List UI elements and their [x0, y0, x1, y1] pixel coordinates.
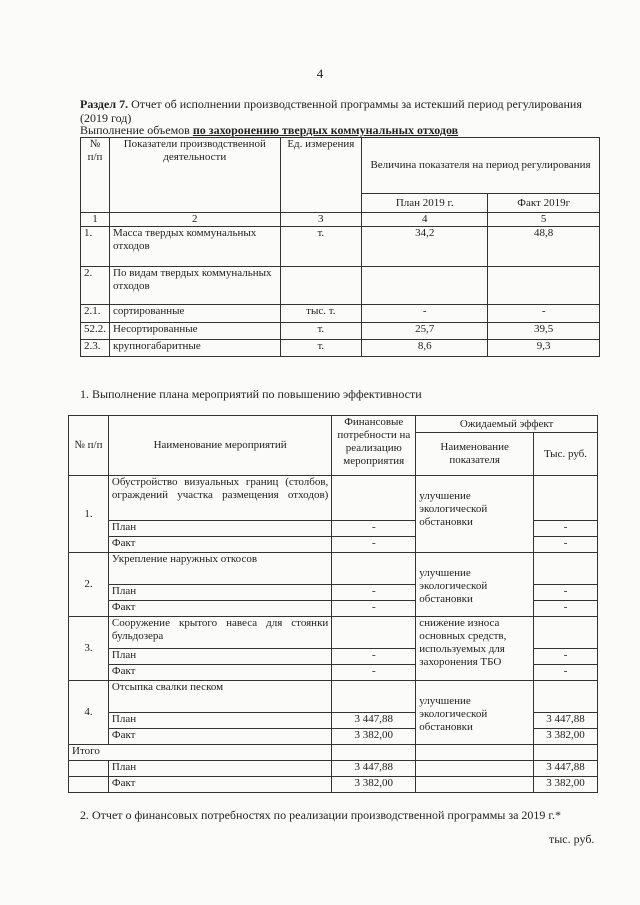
- fact-fin: -: [332, 665, 416, 681]
- row-name: Несортированные: [110, 323, 281, 340]
- fact-label: Факт: [108, 601, 331, 617]
- row-unit: т.: [280, 227, 362, 267]
- fact-label: Факт: [108, 537, 331, 553]
- measure-name: Сооружение крытого навеса для стоянки бульдозера: [108, 617, 331, 649]
- fact-label: Факт: [108, 665, 331, 681]
- plan-th: 3 447,88: [534, 713, 598, 729]
- total-plan-row: [69, 761, 598, 777]
- row-name: сортированные: [110, 305, 281, 323]
- row-plan: -: [362, 305, 488, 323]
- measure-fin-empty: [332, 476, 416, 521]
- plan-label: План: [108, 649, 331, 665]
- table-row: [81, 340, 600, 357]
- plan-label: План: [108, 521, 331, 537]
- section-text: Отчет об исполнении производственной программы за истекший период регулирования (2019 год): [80, 97, 582, 125]
- measure-fin-empty: [332, 681, 416, 713]
- colnum-2: 2: [110, 213, 281, 227]
- measure-num: 3.: [69, 617, 109, 681]
- volumes-table: [80, 137, 600, 357]
- section-title: [80, 97, 600, 125]
- header-fact: Факт 2019г: [488, 194, 600, 213]
- measure-row: [69, 617, 598, 649]
- measure-num: 2.: [69, 553, 109, 617]
- total-indicator-empty: [416, 745, 534, 761]
- total-label: Итого: [69, 745, 332, 761]
- row-fact: 39,5: [488, 323, 600, 340]
- row-plan: 8,6: [362, 340, 488, 357]
- plan-label: План: [108, 585, 331, 601]
- colnum-4: 4: [362, 213, 488, 227]
- colnum-1: 1: [81, 213, 110, 227]
- header-num: № п/п: [81, 138, 110, 213]
- measure-th-empty: [534, 476, 598, 521]
- measures-heading: 1. Выполнение плана мероприятий по повышению эффективности: [80, 387, 422, 401]
- row-num: 52.2.: [81, 323, 110, 340]
- row-plan: 34,2: [362, 227, 488, 267]
- header-thous: Тыс. руб.: [534, 433, 598, 476]
- total-fact-fin: 3 382,00: [332, 777, 416, 793]
- total-plan-fin: 3 447,88: [332, 761, 416, 777]
- page-number: 4: [316, 66, 324, 81]
- measure-indicator: улучшение экологической обстановки: [416, 476, 534, 553]
- measure-th-empty: [534, 553, 598, 585]
- total-indicator-empty: [416, 761, 534, 777]
- plan-fin: 3 447,88: [332, 713, 416, 729]
- total-fin-empty: [332, 745, 416, 761]
- fact-label: Факт: [108, 777, 331, 793]
- row-unit: [280, 267, 362, 305]
- plan-th: -: [534, 649, 598, 665]
- header-plan: План 2019 г.: [362, 194, 488, 213]
- colnum-3: 3: [280, 213, 362, 227]
- measure-num: 4.: [69, 681, 109, 745]
- table-row: [81, 323, 600, 340]
- fact-th: 3 382,00: [534, 729, 598, 745]
- row-unit: т.: [280, 323, 362, 340]
- total-fact-row: [69, 777, 598, 793]
- measure-num: 1.: [69, 476, 109, 553]
- fact-th: -: [534, 537, 598, 553]
- fact-fin: 3 382,00: [332, 729, 416, 745]
- header-name: Наименование мероприятий: [108, 416, 331, 476]
- row-num: 2.1.: [81, 305, 110, 323]
- total-num-empty: [69, 761, 109, 777]
- header-indicator: Наименование показателя: [416, 433, 534, 476]
- section-label: Раздел 7.: [80, 97, 129, 111]
- row-unit: т.: [280, 340, 362, 357]
- plan-fin: -: [332, 585, 416, 601]
- row-plan: 25,7: [362, 323, 488, 340]
- measure-name: Отсыпка свалки песком: [108, 681, 331, 713]
- total-plan-th: 3 447,88: [534, 761, 598, 777]
- total-th-empty: [534, 745, 598, 761]
- header-num: № п/п: [69, 416, 109, 476]
- total-indicator-empty: [416, 777, 534, 793]
- row-fact: 9,3: [488, 340, 600, 357]
- caption-prefix: Выполнение объемов: [80, 123, 193, 137]
- measure-row: [69, 681, 598, 713]
- measure-name: Укрепление наружных откосов: [108, 553, 331, 585]
- header-fin: Финансовые потребности на реализацию мероприятия: [332, 416, 416, 476]
- measure-indicator: снижение износа основных средств, используемых для захоронения ТБО: [416, 617, 534, 681]
- header-value: Величина показателя на период регулирования: [362, 138, 600, 194]
- fact-th: -: [534, 665, 598, 681]
- measure-th-empty: [534, 681, 598, 713]
- measure-th-empty: [534, 617, 598, 649]
- total-num-empty: [69, 777, 109, 793]
- measure-indicator: улучшение экологической обстановки: [416, 681, 534, 745]
- fact-label: Факт: [108, 729, 331, 745]
- plan-fin: -: [332, 649, 416, 665]
- row-name: По видам твердых коммунальных отходов: [110, 267, 281, 305]
- measure-name: Обустройство визуальных границ (столбов, ограждений участка размещения отходов): [108, 476, 331, 521]
- row-num: 1.: [81, 227, 110, 267]
- table-row: [81, 267, 600, 305]
- row-fact: [488, 267, 600, 305]
- table-row: [81, 227, 600, 267]
- plan-label: План: [108, 713, 331, 729]
- header-unit: Ед. измерения: [280, 138, 362, 213]
- table-row: [81, 305, 600, 323]
- measure-fin-empty: [332, 553, 416, 585]
- total-row: [69, 745, 598, 761]
- row-fact: 48,8: [488, 227, 600, 267]
- row-num: 2.3.: [81, 340, 110, 357]
- measure-fin-empty: [332, 617, 416, 649]
- colnum-5: 5: [488, 213, 600, 227]
- row-unit: тыс. т.: [280, 305, 362, 323]
- fact-fin: -: [332, 601, 416, 617]
- fact-fin: -: [332, 537, 416, 553]
- header-indicators: Показатели производственной деятельности: [110, 138, 281, 213]
- measure-indicator: улучшение экологической обстановки: [416, 553, 534, 617]
- table1-caption: [80, 123, 458, 138]
- measures-table: [68, 415, 598, 793]
- financial-report-heading: 2. Отчет о финансовых потребностях по реализации производственной программы за 2019 г.*: [80, 808, 561, 822]
- header-effect: Ожидаемый эффект: [416, 416, 598, 433]
- caption-underlined: по захоронению твердых коммунальных отходов: [192, 123, 459, 137]
- measure-row: [69, 553, 598, 585]
- row-name: крупногабаритные: [110, 340, 281, 357]
- row-name: Масса твердых коммунальных отходов: [110, 227, 281, 267]
- plan-label: План: [108, 761, 331, 777]
- row-plan: [362, 267, 488, 305]
- plan-th: -: [534, 521, 598, 537]
- measure-row: [69, 476, 598, 521]
- total-fact-th: 3 382,00: [534, 777, 598, 793]
- row-fact: -: [488, 305, 600, 323]
- plan-fin: -: [332, 521, 416, 537]
- row-num: 2.: [81, 267, 110, 305]
- units-label: тыс. руб.: [549, 832, 595, 846]
- plan-th: -: [534, 585, 598, 601]
- fact-th: -: [534, 601, 598, 617]
